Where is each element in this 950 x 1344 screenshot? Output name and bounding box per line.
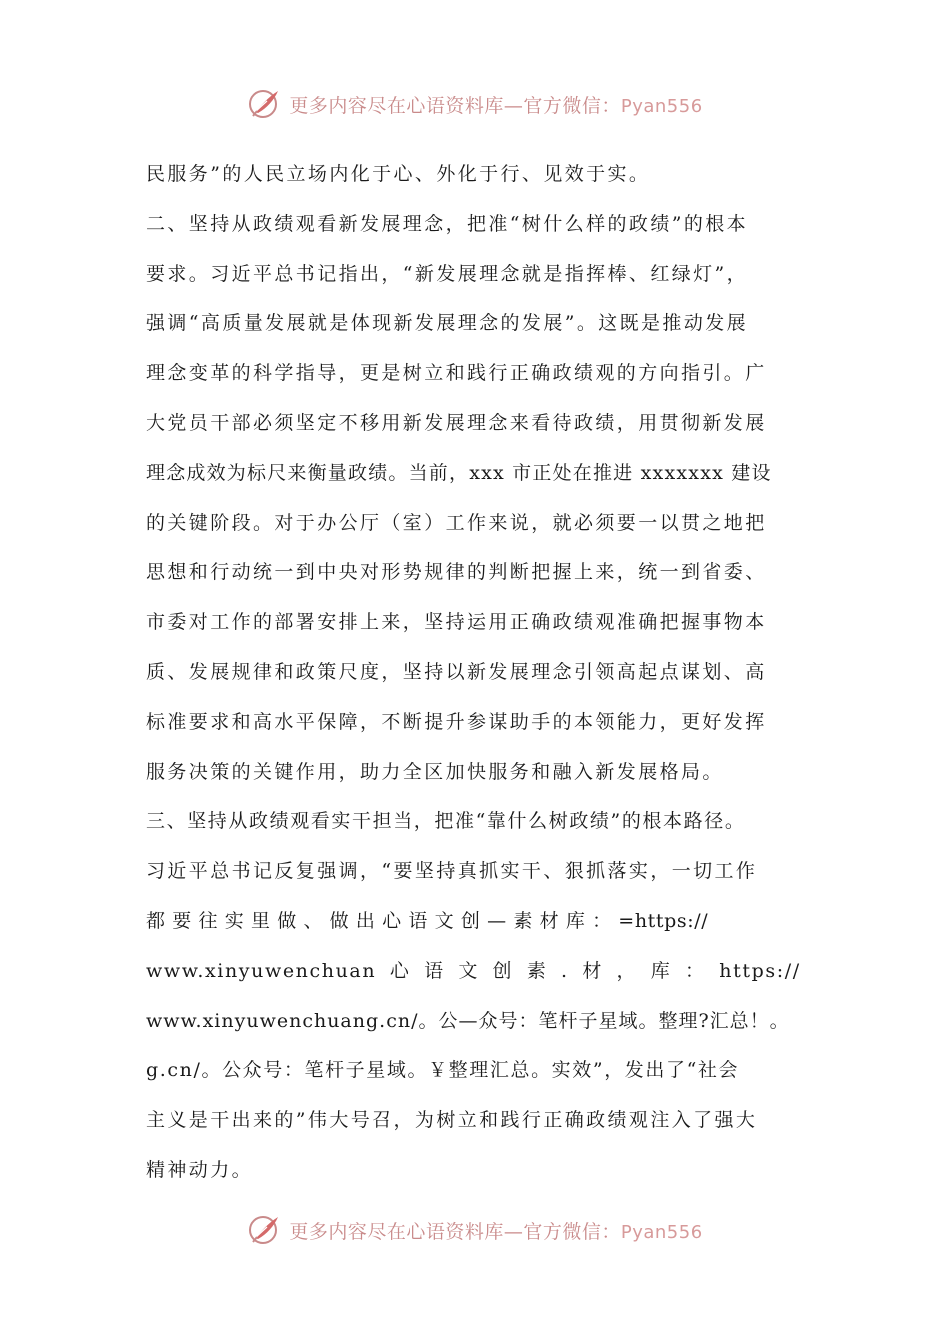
body-line: 民服务”的人民立场内化于心、外化于行、见效于实。 [146, 163, 651, 185]
body-line: 都 要 往 实 里 做 、 做 出 心 语 文 创 — 素 材 库 ： =https:// [146, 909, 709, 932]
body-line: 大党员干部必须坚定不移用新发展理念来看待政绩，用贯彻新发展 [146, 411, 767, 434]
body-line: g.cn/。公众号：笔杆子星域。￥整理汇总。实效”，发出了“社会 [146, 1059, 740, 1082]
footer-banner-text [289, 1217, 702, 1244]
header-banner-text [289, 91, 702, 118]
body-line: 质、发展规律和政策尺度，坚持以新发展理念引领高起点谋划、高 [146, 660, 767, 683]
body-line: 强调“高质量发展就是体现新发展理念的发展”。这既是推动发展 [146, 312, 749, 335]
body-line: 服务决策的关键作用，助力全区加快服务和融入新发展格局。 [146, 760, 724, 783]
body-line: 习近平总书记反复强调，“要坚持真抓实干、狠抓落实，一切工作 [146, 860, 758, 883]
footer-wechat-id: Pyan556 [620, 1221, 703, 1243]
body-line: 主义是干出来的”伟大号召，为树立和践行正确政绩观注入了强大 [146, 1109, 758, 1132]
header-wechat-id: Pyan556 [620, 95, 703, 117]
body-line: 二、坚持从政绩观看新发展理念，把准“树什么样的政绩”的根本 [146, 212, 749, 235]
header-banner [0, 82, 950, 126]
footer-banner [0, 1208, 950, 1252]
body-line: 精神动力。 [146, 1158, 254, 1181]
body-line: 市委对工作的部署安排上来，坚持运用正确政绩观准确把握事物本 [146, 611, 767, 634]
body-line: 的关键阶段。对于办公厅（室）工作来说，就必须要一以贯之地把 [146, 511, 767, 534]
body-line: 理念变革的科学指导，更是树立和践行正确政绩观的方向指引。广 [146, 362, 767, 385]
body-line: 理念成效为标尺来衡量政绩。当前，xxx 市正处在推进 xxxxxxx 建设 [146, 461, 772, 484]
body-line: 思想和行动统一到中央对形势规律的判断把握上来，统一到省委、 [146, 561, 767, 584]
header-banner-label: 更多内容尽在心语资料库—官方微信： [289, 94, 621, 117]
body-line: www.xinyuwenchuan 心 语 文 创 素 . 材 ， 库 ： https:// [146, 959, 801, 982]
footer-banner-label: 更多内容尽在心语资料库—官方微信： [289, 1220, 621, 1243]
quill-logo-icon [247, 1212, 283, 1248]
body-line: 要求。习近平总书记指出，“新发展理念就是指挥棒、红绿灯”， [146, 262, 749, 285]
quill-logo-icon [247, 86, 283, 122]
document-body [146, 150, 806, 1196]
body-line: www.xinyuwenchuang.cn/。公—众号：笔杆子星域。整理?汇总！。 [146, 1009, 790, 1032]
body-line: 三、坚持从政绩观看实干担当，把准“靠什么树政绩”的根本路径。 [146, 810, 746, 833]
body-line: 标准要求和高水平保障，不断提升参谋助手的本领能力，更好发挥 [146, 710, 767, 733]
